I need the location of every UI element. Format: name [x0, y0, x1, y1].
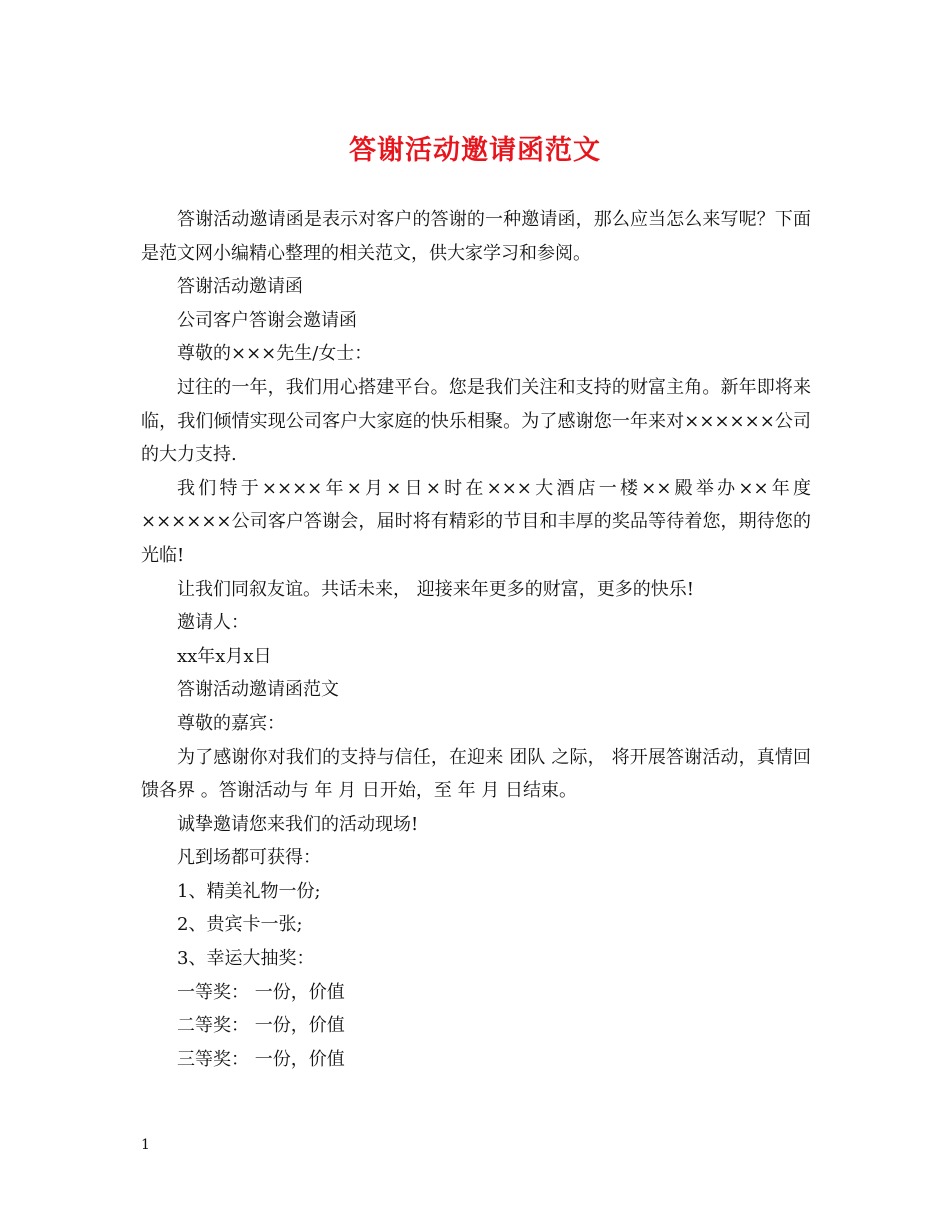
paragraph-body-2: 我们特于××××年×月×日×时在×××大酒店一楼××殿举办××年度××××××公司客户答谢会，届时将有精彩的节目和丰厚的奖品等待着您，期待您的光临!: [141, 477, 811, 566]
paragraph-heading-2: 公司客户答谢会邀请函: [177, 309, 357, 331]
paragraph-intro: 答谢活动邀请函是表示对客户的答谢的一种邀请函，那么应当怎么来写呢？下面是范文网小编精心整理的相关范文，供大家学习和参阅。: [141, 209, 811, 264]
paragraph-body-1: 过往的一年，我们用心搭建平台。您是我们关注和支持的财富主角。新年即将来临，我们倾情实现公司客户大家庭的快乐相聚。为了感谢您一年来对××××××公司的大力支持.: [141, 376, 811, 466]
prize-item: 一等奖： 一份，价值: [177, 981, 345, 1003]
paragraph-heading-3: 答谢活动邀请函范文: [177, 679, 339, 701]
paragraph-body-6: 凡到场都可获得：: [177, 847, 321, 869]
paragraph-salutation-2: 尊敬的嘉宾：: [177, 712, 285, 734]
paragraph-inviter: 邀请人：: [177, 612, 249, 634]
paragraph-body-3: 让我们同叙友谊。共话未来， 迎接来年更多的财富，更多的快乐!: [177, 578, 694, 600]
list-item: 2、贵宾卡一张;: [177, 914, 303, 936]
prize-item: 三等奖： 一份，价值: [177, 1048, 345, 1070]
document-body: [141, 203, 811, 1076]
page-number: 1: [141, 1137, 150, 1153]
paragraph-date: xx年x月x日: [177, 645, 272, 667]
paragraph-heading-1: 答谢活动邀请函: [177, 276, 303, 298]
list-item: 1、精美礼物一份;: [177, 880, 321, 902]
paragraph-body-4: 为了感谢你对我们的支持与信任，在迎来 团队 之际， 将开展答谢活动，真情回馈各界 。答谢活动与 年 月 日开始，至 年 月 日结束。: [141, 746, 811, 802]
prize-item: 二等奖： 一份，价值: [177, 1015, 345, 1037]
paragraph-body-5: 诚挚邀请您来我们的活动现场!: [177, 813, 419, 835]
paragraph-salutation-1: 尊敬的×××先生/女士：: [177, 343, 373, 365]
list-item: 3、幸运大抽奖：: [177, 948, 315, 970]
document-title: 答谢活动邀请函范文: [349, 135, 601, 166]
